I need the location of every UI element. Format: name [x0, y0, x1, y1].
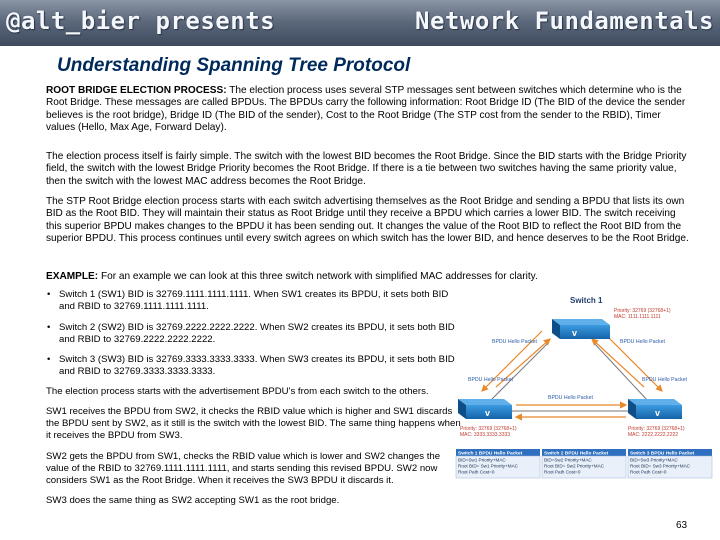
bpdu-label-left-upper: BPDU Hello Packet	[492, 339, 537, 345]
paragraph-body: For an example we can look at this three switch network with simplified MAC addresses for clarity.	[98, 271, 538, 282]
switch2-mac: MAC: 2222.2222.2222	[628, 432, 679, 438]
switch3-priority: Priority: 32769 (32768+1)	[460, 426, 517, 432]
switch2-icon	[628, 399, 682, 419]
table-row: Root BID= Sw1 Priority+MAC	[458, 463, 518, 469]
packet-table-sw2	[542, 449, 626, 478]
table-header: Switch 1 BPDU Hello Packet	[458, 451, 523, 457]
stp-network-diagram	[452, 283, 714, 495]
paragraph-sw1-receives: SW1 receives the BPDU from SW2, it checks the RBID value which is higher and SW1 discards the BPDU sent by SW2, as it still is the switch with the lowest BID. The same thing happens when it receives the BPDU from SW3.	[46, 406, 461, 441]
switch1-mac: MAC: 1111.1111.1111	[614, 314, 661, 320]
table-row: BID=Sw1 Priority+MAC	[458, 457, 506, 463]
paragraph-sw3: SW3 does the same thing as SW2 accepting SW1 as the root bridge.	[46, 495, 340, 506]
table-header: Switch 3 BPDU Hello Packet	[630, 451, 695, 457]
table-row: Root BID= Sw3 Priority+MAC	[630, 463, 690, 469]
bpdu-label-bottom: BPDU Hello Packet	[548, 395, 593, 401]
table-row: BID=Sw3 Priority+MAC	[630, 457, 678, 463]
svg-text:v: v	[485, 408, 491, 418]
header-right-text: Network Fundamentals	[415, 7, 714, 35]
paragraph-body: The election process uses several STP messages sent between switches which determine who is the Root Bridge. These messages are called BPDUs. The BPDUs carry the following information: Root Bridge ID (The BID of the device the sender believes is the root bridge), Bridge ID (The BID of the sender), Cost to the Root Bridge (The STP cost from the sender to the RBID), Timer values (Hello, Max Age, Forward Delay).	[46, 85, 686, 134]
table-header: Switch 2 BPDU Hello Packet	[544, 451, 609, 457]
paragraph-lowest-bid: The election process itself is fairly simple. The switch with the lowest BID becomes the Root Bridge. Since the BID starts with the Bridge Priority field, the switch with the lowest Bridge Priority becomes the Root Bridge. If there is a tie between two switches having the same priority value, then the switch with the lowest MAC address becomes the Root Bridge.	[46, 151, 687, 187]
paragraph-example	[46, 271, 692, 283]
page-title: Understanding Spanning Tree Protocol	[57, 55, 411, 76]
switch-bid-list	[46, 289, 456, 387]
paragraph-election-process	[46, 85, 692, 135]
header-left-text: @alt_bier presents	[6, 7, 276, 35]
switch1-icon	[552, 319, 610, 339]
switch1-name: Switch 1	[570, 296, 603, 305]
svg-text:v: v	[655, 408, 661, 418]
packet-table-sw3	[628, 449, 712, 478]
list-item: • Switch 3 (SW3) BID is 32769.3333.3333.3333. When SW3 creates its BPDU, it sets both BID and RBID to 32769.3333.3333.3333.	[46, 354, 456, 378]
switch2-priority: Priority: 32769 (32768+1)	[628, 426, 685, 432]
list-item: • Switch 2 (SW2) BID is 32769.2222.2222.2222. When SW2 creates its BPDU, it sets both BID and RBID to 32769.2222.2222.2222.	[46, 322, 456, 346]
paragraph-advertisement: The election process starts with the advertisement BPDU's from each switch to the others.	[46, 386, 429, 397]
bpdu-label-left-mid: BPDU Hello Packet	[468, 377, 513, 383]
link-sw1-sw2	[594, 343, 648, 401]
paragraph-lead: EXAMPLE:	[46, 271, 99, 282]
bpdu-label-right-mid: BPDU Hello Packet	[642, 377, 687, 383]
list-item: • Switch 1 (SW1) BID is 32769.1111.1111.1111. When SW1 creates its BPDU, it sets both BID and RBID to 32769.1111.1111.1111.	[46, 289, 456, 313]
switch1-priority: Priority: 32769 (32768+1)	[614, 308, 671, 314]
packet-table-sw1	[456, 449, 540, 478]
page-number: 63	[676, 520, 688, 531]
header-banner	[0, 0, 720, 46]
paragraph-sw2-receives: SW2 gets the BPDU from SW1, checks the RBID value which is lower and SW2 changes the value of the RBID to 32769.1111.1111.1111, and starts sending this revised BPDU. SW2 now considers SW1 as the Root Bridge. When it receives the SW3 BPDU it discards it.	[46, 451, 441, 486]
table-row: Root Path Cost=0	[458, 469, 495, 475]
svg-text:v: v	[572, 328, 578, 338]
bpdu-label-right-upper: BPDU Hello Packet	[620, 339, 665, 345]
switch3-mac: MAC: 3333.3333.3333	[460, 432, 511, 438]
paragraph-election-start: The STP Root Bridge election process starts with each switch advertising themselves as the Root Bridge and sending a BPDU that lists its own BID as the Root BID. They will maintain their status as Root Bridge until they receive a BPDU which carries a lower BID. The switch receiving this superior BPDU makes changes to the BPDU it has been sending out. It changes the value of the Root BID to reflect the Root BID from the superior BPDU. This process continues until every switch agrees on which switch has the lower BID, and hence deserves to be the Root Bridge.	[46, 196, 689, 245]
table-row: BID=Sw2 Priority+MAC	[544, 457, 592, 463]
link-sw1-sw3	[490, 343, 548, 401]
table-row: Root Path Cost=0	[630, 469, 667, 475]
paragraph-lead: ROOT BRIDGE ELECTION PROCESS:	[46, 85, 227, 96]
table-row: Root Path Cost=0	[544, 469, 581, 475]
switch3-icon	[458, 399, 512, 419]
table-row: Root BID= Sw2 Priority+MAC	[544, 463, 604, 469]
